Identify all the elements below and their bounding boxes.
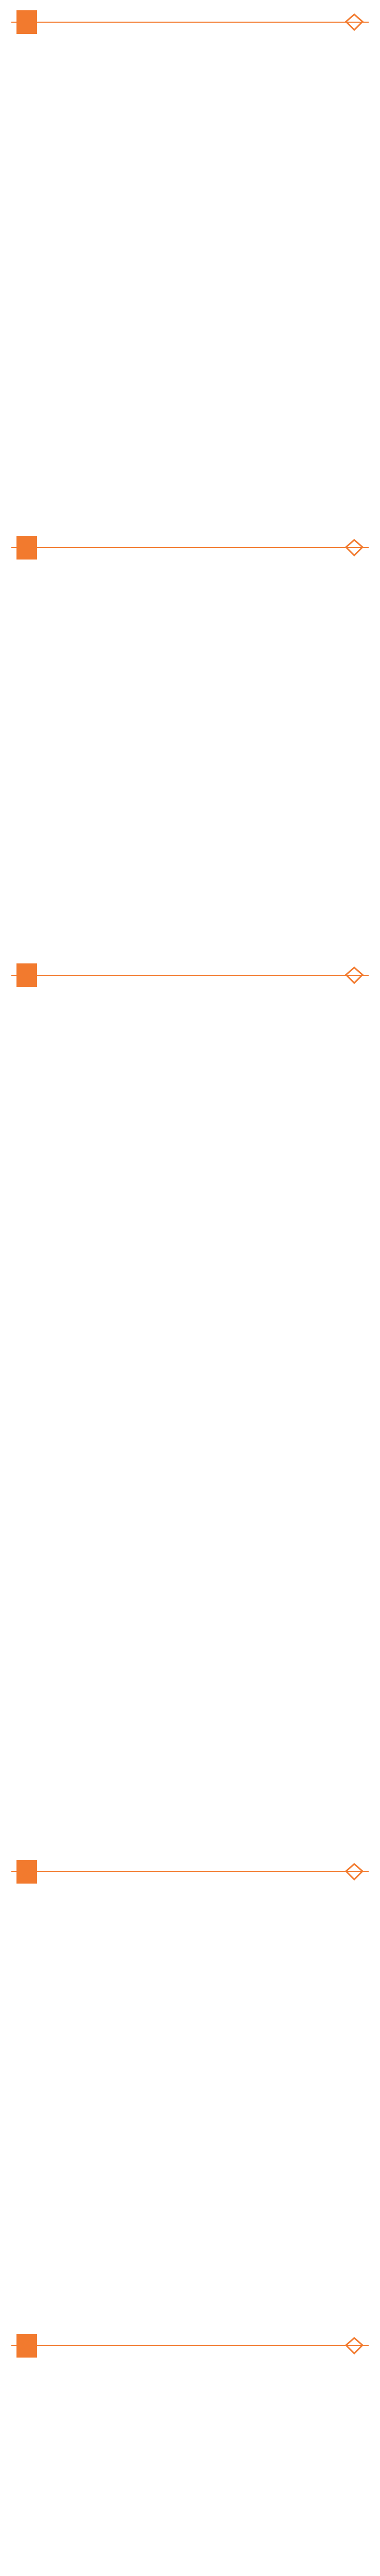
diamond-ornament-icon (344, 13, 365, 31)
section-body (15, 2371, 366, 2378)
section-banner (11, 2334, 369, 2358)
section-title (16, 536, 37, 560)
section-title (16, 963, 37, 987)
section-body (15, 47, 366, 55)
diamond-ornament-icon (344, 966, 365, 985)
diamond-ornament-icon (344, 1862, 365, 1881)
section-body (15, 1001, 366, 1008)
diamond-ornament-icon (344, 2336, 365, 2355)
section-banner (11, 963, 369, 987)
section-title (16, 2334, 37, 2358)
section-body (15, 1897, 366, 1904)
section-banner (11, 1860, 369, 1884)
section-body (15, 573, 366, 580)
banner-rule (11, 2345, 369, 2346)
banner-rule (11, 547, 369, 548)
banner-rule (11, 975, 369, 976)
diamond-ornament-icon (344, 538, 365, 557)
banner-rule (11, 22, 369, 23)
section-banner (11, 10, 369, 34)
section-title (16, 10, 37, 34)
banner-rule (11, 1871, 369, 1872)
section-banner (11, 536, 369, 560)
section-title (16, 1860, 37, 1884)
